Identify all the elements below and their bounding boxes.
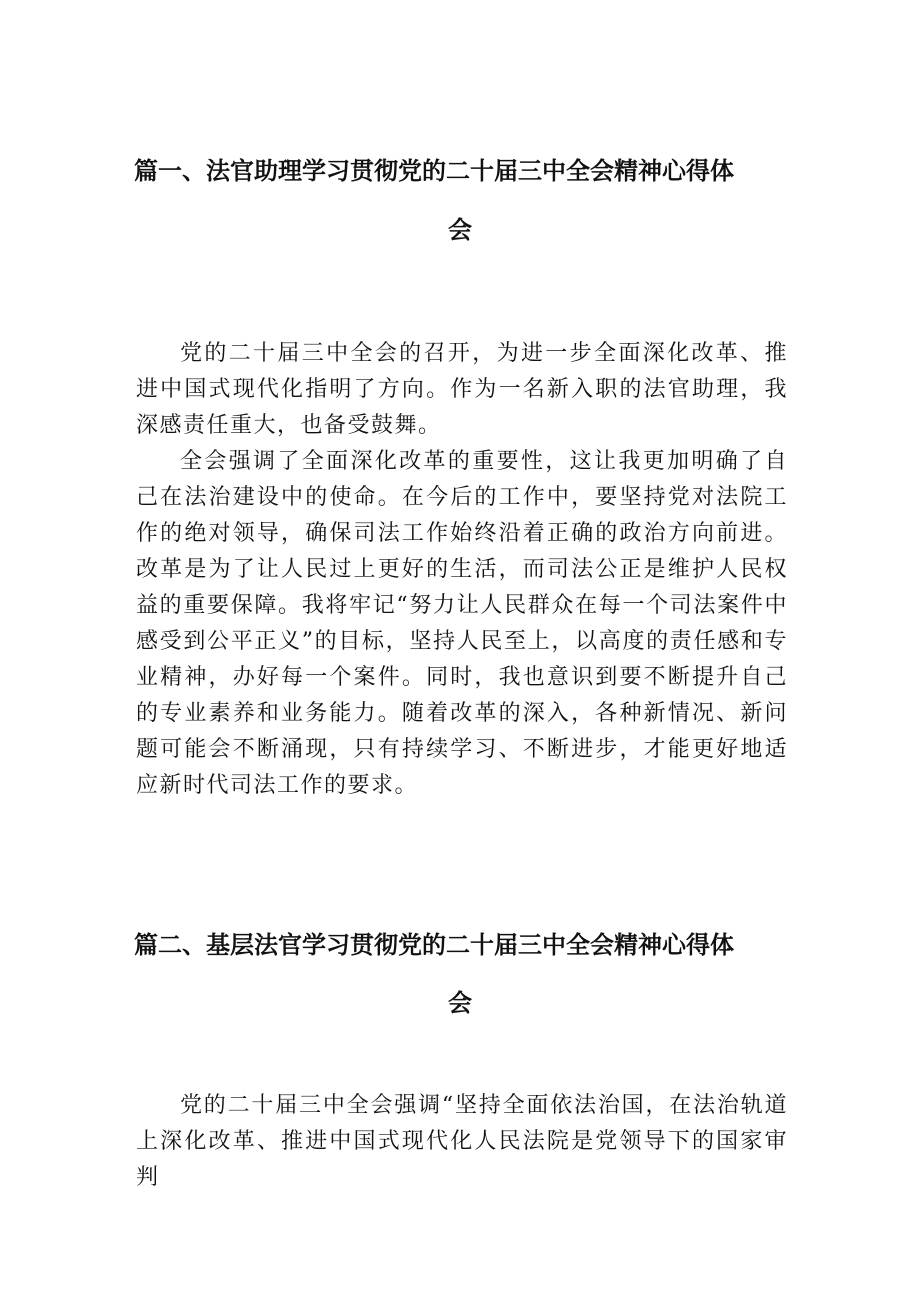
- section-2-heading-line-2: 会: [448, 989, 472, 1017]
- section-1-heading-line-1: 篇一、法官助理学习贯彻党的二十届三中全会精神心得体: [134, 157, 734, 185]
- section-1-paragraph-2: 全会强调了全面深化改革的重要性，这让我更加明确了自己在法治建设中的使命。在今后的工作中，要坚持党对法院工作的绝对领导，确保司法工作始终沿着正确的政治方向前进。改革是为了让人民过上更好的生活，而司法公正是维护人民权益的重要保障。我将牢记“努力让人民群众在每一个司法案件中感受到公平正义”的目标，坚持人民至上，以高度的责任感和专业精神，办好每一个案件。同时，我也意识到要不断提升自己的专业素养和业务能力。随着改革的深入，各种新情况、新问题可能会不断涌现，只有持续学习、不断进步，才能更好地适应新时代司法工作的要求。: [136, 449, 788, 798]
- section-2-heading-line-1: 篇二、基层法官学习贯彻党的二十届三中全会精神心得体: [134, 931, 734, 959]
- section-1-heading-line-2: 会: [448, 216, 472, 244]
- section-2-paragraph-1: 党的二十届三中全会强调“坚持全面依法治国，在法治轨道上深化改革、推进中国式现代化人民法院是党领导下的国家审判: [136, 1093, 788, 1190]
- section-1-paragraph-1: 党的二十届三中全会的召开，为进一步全面深化改革、推进中国式现代化指明了方向。作为一名新入职的法官助理，我深感责任重大，也备受鼓舞。: [136, 341, 788, 438]
